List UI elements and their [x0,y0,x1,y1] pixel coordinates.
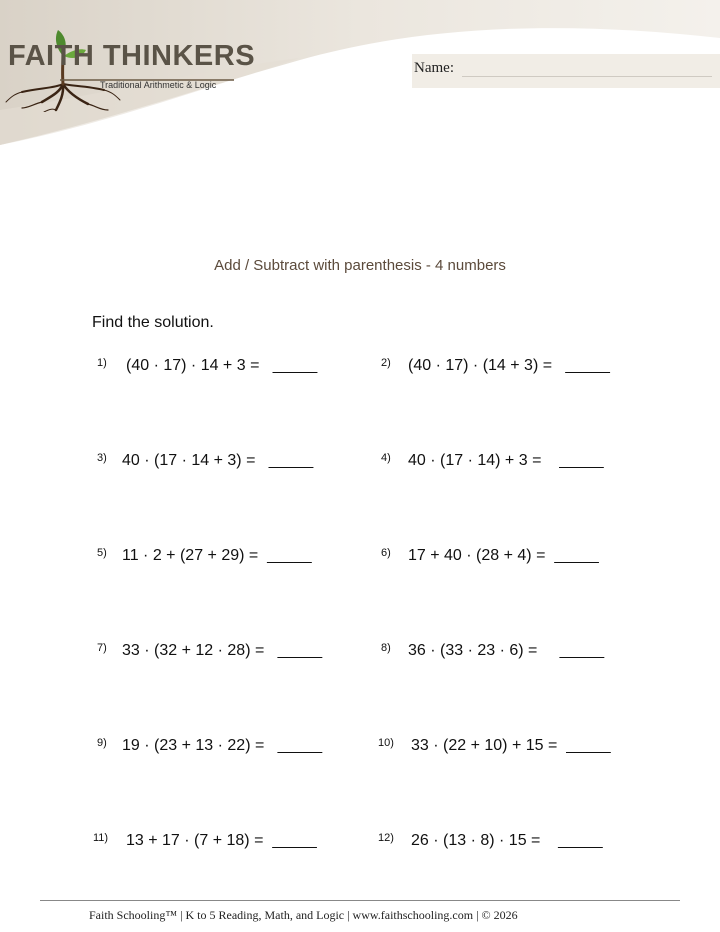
problem-number: 7) [97,642,107,654]
problem-number: 5) [97,547,107,559]
problem-expression: 26 · (13 · 8) · 15 = _____ [411,832,603,849]
problem-number: 12) [378,832,394,844]
brand-name: FAITH THINKERS [8,40,256,72]
problem-number: 10) [378,737,394,749]
name-field-background [412,54,720,88]
name-label: Name: [414,60,454,76]
problem-number: 9) [97,737,107,749]
problem-expression: (40 · 17) · 14 + 3 = _____ [126,357,318,374]
worksheet-title: Add / Subtract with parenthesis - 4 numbers [214,257,506,274]
problem-expression: 17 + 40 · (28 + 4) = _____ [408,547,599,564]
footer-text: Faith Schooling™ | K to 5 Reading, Math, and Logic | www.faithschooling.com | © 2026 [89,908,518,922]
footer-divider [40,900,680,901]
problem-expression: 40 · (17 · 14) + 3 = _____ [408,452,604,469]
problem-expression: 19 · (23 + 13 · 22) = _____ [122,737,323,754]
problem-number: 6) [381,547,391,559]
brand-tagline: Traditional Arithmetic & Logic [100,80,217,90]
problem-expression: 13 + 17 · (7 + 18) = _____ [126,832,317,849]
problem-number: 1) [97,357,107,369]
problem-number: 2) [381,357,391,369]
problem-expression: (40 · 17) · (14 + 3) = _____ [408,357,610,374]
name-input-line[interactable] [462,76,712,77]
problem-number: 11) [93,832,109,844]
problem-expression: 33 · (22 + 10) + 15 = _____ [411,737,611,754]
problem-number: 3) [97,452,107,464]
problem-expression: 11 · 2 + (27 + 29) = _____ [122,547,312,564]
problem-number: 4) [381,452,391,464]
problem-expression: 40 · (17 · 14 + 3) = _____ [122,452,314,469]
problem-expression: 33 · (32 + 12 · 28) = _____ [122,642,323,659]
problem-expression: 36 · (33 · 23 · 6) = _____ [408,642,605,659]
problem-number: 8) [381,642,391,654]
instructions: Find the solution. [92,314,214,331]
